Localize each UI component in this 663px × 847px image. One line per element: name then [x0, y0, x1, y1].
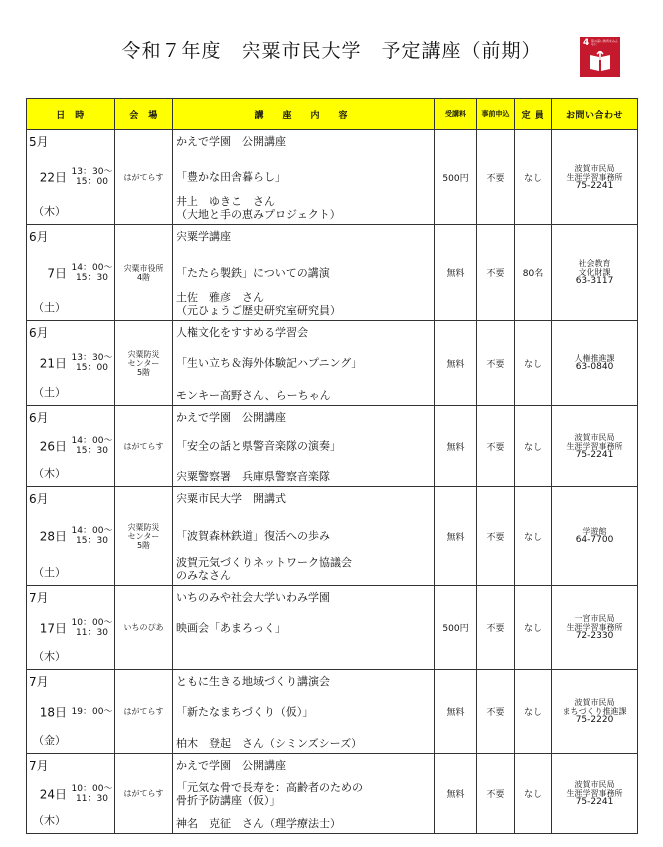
lecture-series: かえで学園 公開講座	[176, 759, 286, 772]
contact-cell	[552, 406, 638, 487]
venue-line: はがてらす	[123, 789, 164, 798]
lecture-title	[176, 266, 432, 279]
header-capacity: 定 員	[515, 99, 552, 130]
lecture-title	[176, 621, 432, 634]
fee-cell: 無料	[435, 321, 477, 406]
table-row	[27, 586, 638, 670]
venue-cell	[115, 130, 173, 225]
venue-cell	[115, 670, 173, 754]
header-datetime: 日 時	[27, 99, 115, 130]
time-line: 13：30～	[71, 353, 113, 363]
time-range	[71, 263, 113, 283]
venue-line: 5階	[136, 540, 151, 550]
time-range	[71, 436, 113, 456]
lecturer	[176, 556, 352, 582]
venue-line: はがてらす	[123, 441, 164, 451]
month-label: 7月	[29, 591, 49, 605]
contact-phone: 75-2241	[575, 180, 614, 191]
capacity-cell: なし	[515, 406, 552, 487]
header-fee: 受講料	[435, 99, 477, 130]
reservation-cell: 不要	[477, 406, 515, 487]
page-title: 令和７年度 宍粟市民大学 予定講座（前期）	[121, 40, 542, 62]
time-line: 11：30	[76, 627, 108, 638]
reservation-cell: 不要	[477, 487, 515, 586]
day-label: 18日	[39, 705, 67, 719]
contact-cell	[552, 321, 638, 406]
time-line: 10：00～	[71, 617, 113, 628]
contact-line: 波賀市民局	[574, 780, 615, 789]
sdg-text: 質の高い教育をみんなに	[591, 39, 619, 46]
day-label: 28日	[39, 529, 67, 544]
time-line: 15：00	[76, 177, 108, 187]
contact-phone: 75-2220	[575, 715, 614, 725]
lecture-title-line: 「たたら製鉄」についての講演	[176, 266, 330, 279]
time-range	[71, 784, 113, 804]
fee-cell: 無料	[435, 225, 477, 321]
contact-phone: 75-2241	[575, 797, 614, 807]
venue-line: はがてらす	[123, 707, 164, 716]
contact-line: まちづくり推進課	[562, 707, 627, 716]
month-label: 6月	[29, 492, 49, 506]
lecture-title-line: 骨折予防講座（仮）」	[176, 793, 281, 807]
contact-line: 学遊館	[582, 527, 607, 536]
datetime-cell	[27, 670, 115, 754]
time-range	[71, 526, 113, 546]
fee-cell: 500円	[435, 586, 477, 670]
contact-cell	[552, 754, 638, 834]
lecturer-line: のみなさん	[176, 569, 231, 582]
contact-line: 人権推進課	[574, 354, 615, 363]
venue-line: 宍粟市役所	[123, 263, 164, 273]
time-line: 15：30	[76, 272, 108, 283]
lecturer-line: （元ひょうご歴史研究室研究員）	[176, 304, 341, 317]
contact-cell	[552, 487, 638, 586]
lecture-title-line: 「生い立ち＆海外体験記ハプニング」	[176, 356, 363, 370]
lecture-title-line: 映画会「あまろっく」	[176, 621, 286, 634]
contact-cell	[552, 670, 638, 754]
weekday-label: （土）	[33, 301, 66, 314]
datetime-cell	[27, 225, 115, 321]
weekday-label: （金）	[33, 734, 66, 747]
lecture-title-line: 「波賀森林鉄道」復活への歩み	[176, 529, 330, 543]
capacity-cell: なし	[515, 670, 552, 754]
contact-phone: 75-2241	[575, 449, 614, 460]
header-reservation: 事前申込	[477, 99, 515, 130]
fee-cell: 無料	[435, 670, 477, 754]
venue-cell	[115, 487, 173, 586]
time-line: 14：00～	[71, 526, 113, 536]
venue-line: センター	[127, 358, 160, 368]
header-venue: 会 場	[115, 99, 173, 130]
day-label: 26日	[39, 439, 67, 454]
contact-line: 文化財課	[578, 268, 611, 277]
venue-line: 宍粟防災	[127, 522, 160, 532]
time-line: 15：30	[76, 536, 108, 546]
lecture-series: ともに生きる地域づくり講演会	[176, 675, 330, 688]
venue-line: 4階	[136, 272, 151, 282]
contact-line: 波賀市民局	[574, 163, 615, 173]
contact-line: 生涯学習事務所	[566, 623, 623, 632]
time-line: 19：00～	[71, 706, 113, 717]
lecture-title	[176, 171, 432, 184]
lecture-series: 宍粟市民大学 開講式	[176, 492, 286, 505]
venue-cell	[115, 225, 173, 321]
venue-cell	[115, 586, 173, 670]
datetime-cell	[27, 487, 115, 586]
table-row	[27, 754, 638, 834]
venue-line: いちのぴあ	[123, 623, 164, 632]
header-contact: お問い合わせ	[552, 99, 638, 130]
contact-phone: 64-7700	[575, 535, 614, 545]
table-row	[27, 321, 638, 406]
time-line: 13：30～	[71, 167, 113, 177]
month-label: 6月	[29, 326, 49, 340]
venue-line: はがてらす	[123, 172, 164, 182]
reservation-cell: 不要	[477, 754, 515, 834]
contact-line: 生涯学習事務所	[566, 172, 623, 182]
weekday-label: （土）	[33, 566, 66, 579]
time-range	[71, 618, 113, 638]
lecturer	[176, 737, 362, 750]
lecture-series: 人権文化をすすめる学習会	[176, 326, 309, 339]
lecturer-line: 宍粟警察署 兵庫県警察音楽隊	[176, 470, 330, 483]
lecture-schedule-table	[26, 98, 638, 834]
contact-line: 生涯学習事務所	[566, 441, 623, 451]
month-label: 7月	[29, 759, 49, 773]
table-row	[27, 130, 638, 225]
time-range	[71, 167, 113, 187]
lecturer-line: 井上 ゆきこ さん	[176, 195, 275, 208]
venue-line: 宍粟防災	[127, 349, 160, 359]
reservation-cell: 不要	[477, 321, 515, 406]
table-row	[27, 670, 638, 754]
time-range	[71, 707, 113, 717]
contact-phone: 63-3117	[575, 276, 614, 286]
contact-phone: 63-0840	[575, 362, 614, 372]
datetime-cell	[27, 130, 115, 225]
contact-cell	[552, 586, 638, 670]
lecture-title-line: 「新たなまちづくり（仮）」	[176, 705, 314, 718]
lecturer-line: 柏木 登起 さん（シミンズシーズ）	[176, 737, 363, 750]
month-label: 5月	[29, 135, 49, 149]
contact-line: 波賀市民局	[574, 432, 615, 442]
reservation-cell: 不要	[477, 586, 515, 670]
weekday-label: （土）	[33, 386, 66, 399]
time-line: 15：30	[76, 446, 108, 456]
lecturer-line: （大地と手の恵みプロジェクト）	[176, 208, 341, 221]
venue-line: センター	[127, 531, 160, 541]
sdg-number: 4	[583, 38, 590, 48]
lecturer	[176, 470, 330, 483]
fee-cell: 無料	[435, 406, 477, 487]
lecturer-line: 神名 克征 さん（理学療法士）	[176, 817, 341, 830]
reservation-cell: 不要	[477, 670, 515, 754]
contact-line: 社会教育	[578, 259, 611, 268]
day-label: 7日	[47, 266, 67, 280]
reservation-cell: 不要	[477, 130, 515, 225]
capacity-cell: なし	[515, 754, 552, 834]
content-cell	[173, 487, 435, 586]
day-label: 21日	[39, 356, 67, 371]
content-cell	[173, 670, 435, 754]
weekday-label: （木）	[33, 814, 66, 827]
lecture-series: かえで学園 公開講座	[176, 411, 286, 424]
time-line: 14：00～	[71, 436, 113, 446]
fee-cell: 無料	[435, 754, 477, 834]
table-row	[27, 225, 638, 321]
lecture-title-line: 「安全の話と県警音楽隊の演奏」	[176, 439, 341, 453]
datetime-cell	[27, 586, 115, 670]
day-label: 24日	[39, 787, 67, 801]
table-row	[27, 487, 638, 586]
weekday-label: （木）	[33, 467, 66, 480]
content-cell	[173, 225, 435, 321]
content-cell	[173, 406, 435, 487]
book-icon	[588, 51, 612, 73]
capacity-cell: 80名	[515, 225, 552, 321]
lecturer-line: モンキー高野さん、らーちゃん	[176, 389, 331, 402]
lecturer	[176, 817, 341, 830]
lecturer-line: 土佐 雅彦 さん	[176, 291, 264, 304]
table-header-row	[27, 99, 638, 130]
month-label: 6月	[29, 411, 49, 425]
day-label: 22日	[39, 170, 67, 185]
weekday-label: （木）	[33, 650, 66, 663]
weekday-label: （木）	[33, 205, 66, 218]
lecture-title	[176, 357, 432, 370]
day-label: 17日	[39, 621, 67, 635]
capacity-cell: なし	[515, 130, 552, 225]
content-cell	[173, 321, 435, 406]
lecture-series: かえで学園 公開講座	[176, 135, 286, 148]
sdg-goal-4-badge	[580, 37, 620, 77]
time-range	[71, 353, 113, 373]
lecture-title-line: 「豊かな田舎暮らし」	[176, 170, 286, 184]
capacity-cell: なし	[515, 586, 552, 670]
venue-cell	[115, 754, 173, 834]
contact-line: 生涯学習事務所	[566, 789, 623, 798]
contact-cell	[552, 225, 638, 321]
venue-cell	[115, 321, 173, 406]
contact-phone: 72-2330	[575, 631, 614, 641]
lecturer	[176, 291, 341, 317]
venue-cell	[115, 406, 173, 487]
capacity-cell: なし	[515, 487, 552, 586]
lecture-series: いちのみや社会大学いわみ学園	[176, 591, 330, 604]
lecture-title-line: 「元気な骨で長寿を：高齢者のための	[176, 780, 363, 794]
time-line: 15：00	[76, 363, 108, 373]
time-line: 14：00～	[71, 262, 113, 273]
header-content: 講 座 内 容	[173, 99, 435, 130]
lecture-title	[176, 440, 432, 453]
lecturer	[176, 389, 331, 402]
time-line: 11：30	[76, 793, 108, 804]
fee-cell: 無料	[435, 487, 477, 586]
contact-line: 波賀市民局	[574, 698, 615, 707]
fee-cell: 500円	[435, 130, 477, 225]
lecturer	[176, 195, 341, 221]
datetime-cell	[27, 754, 115, 834]
table-row	[27, 406, 638, 487]
lecture-series: 宍粟学講座	[176, 230, 231, 243]
contact-cell	[552, 130, 638, 225]
month-label: 7月	[29, 675, 49, 689]
lecture-title	[176, 781, 432, 807]
venue-line: 5階	[136, 367, 151, 377]
lecture-title	[176, 530, 432, 543]
contact-line: 一宮市民局	[574, 614, 615, 623]
capacity-cell: なし	[515, 321, 552, 406]
content-cell	[173, 754, 435, 834]
time-line: 10：00～	[71, 783, 113, 794]
datetime-cell	[27, 321, 115, 406]
content-cell	[173, 586, 435, 670]
lecture-title	[176, 705, 432, 718]
month-label: 6月	[29, 230, 49, 244]
schedule-body	[27, 130, 638, 834]
datetime-cell	[27, 406, 115, 487]
lecturer-line: 波賀元気づくりネットワーク協議会	[176, 556, 352, 569]
reservation-cell: 不要	[477, 225, 515, 321]
content-cell	[173, 130, 435, 225]
